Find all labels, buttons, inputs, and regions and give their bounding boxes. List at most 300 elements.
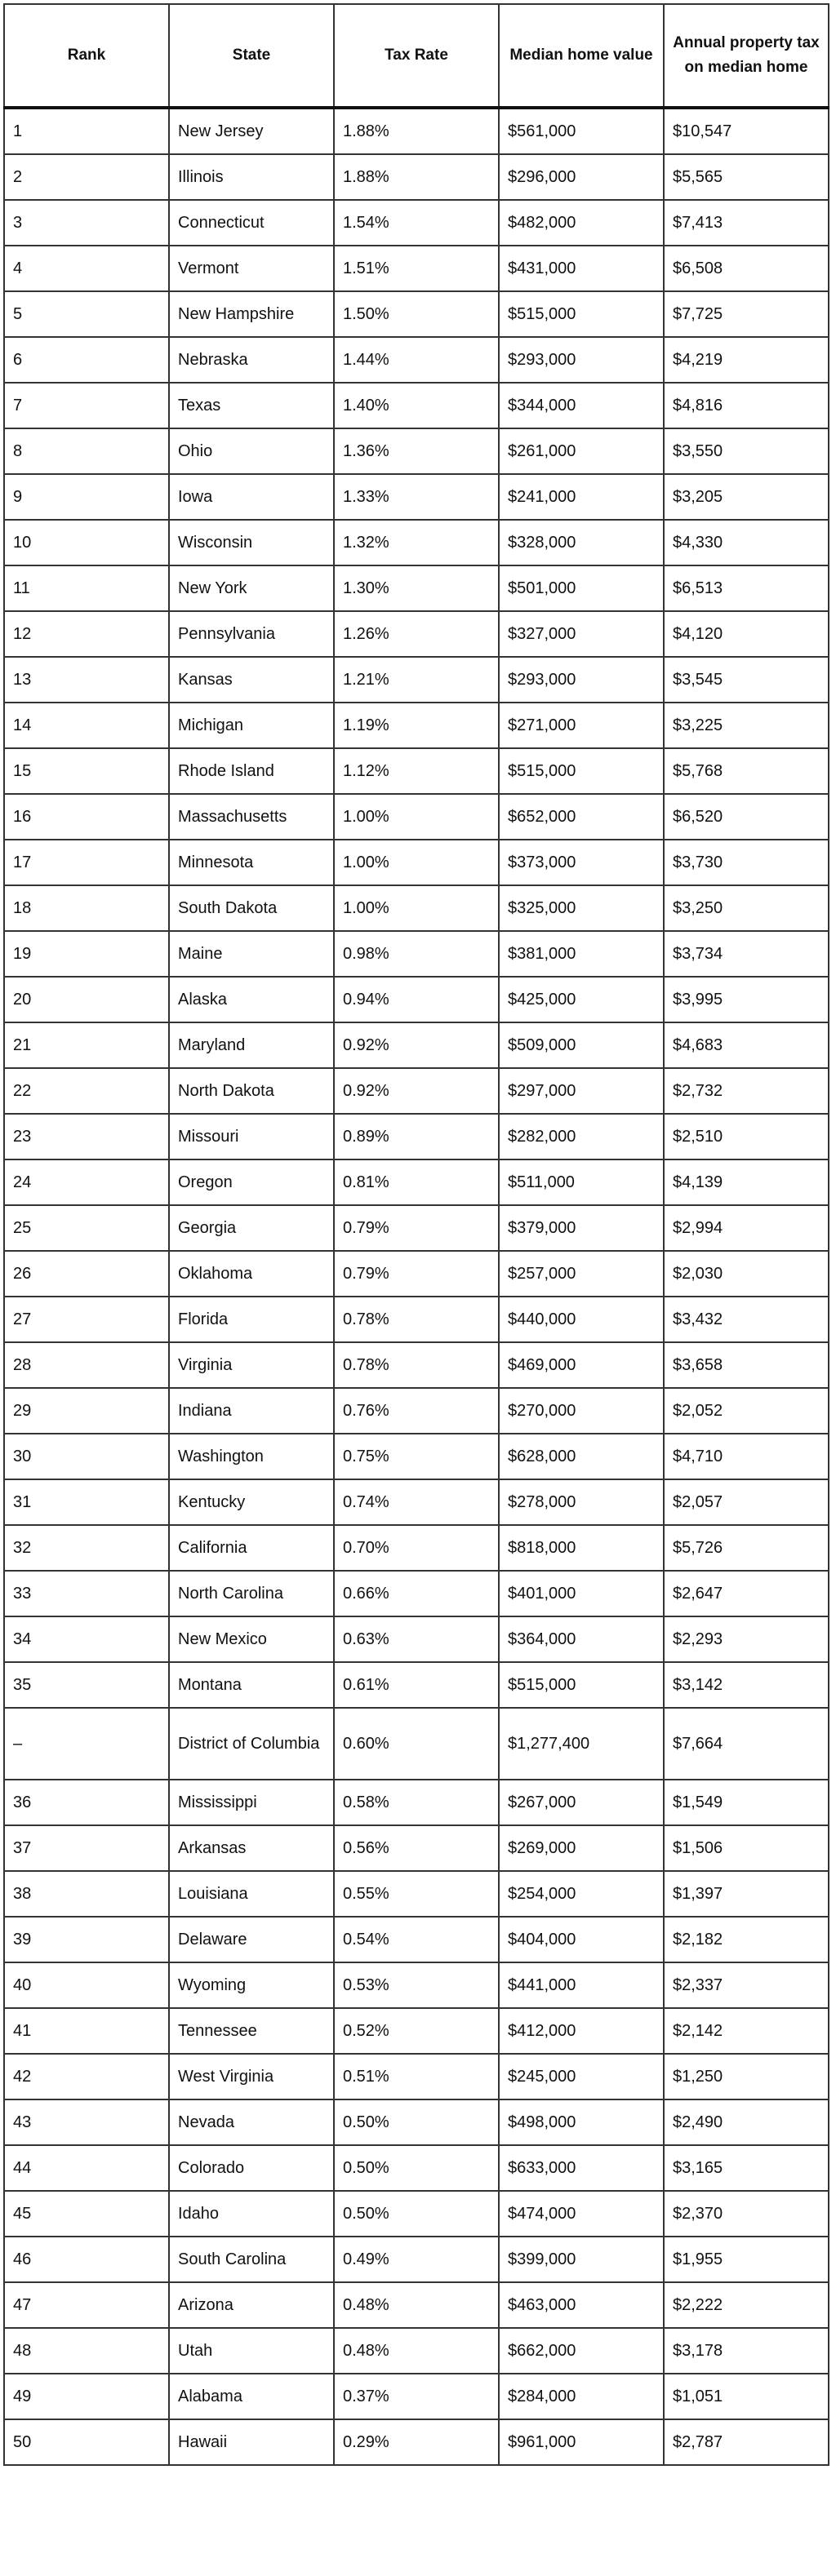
median-home-value-cell: $293,000 [499,657,664,703]
annual-tax-cell: $3,165 [664,2145,829,2191]
median-home-value-cell: $401,000 [499,1571,664,1616]
annual-tax-cell: $3,178 [664,2328,829,2374]
table-row [4,2008,829,2054]
state-cell: North Dakota [169,1068,334,1114]
rank-cell: 28 [4,1342,169,1388]
state-cell: Nevada [169,2099,334,2145]
tax-rate-cell: 0.56% [334,1825,499,1871]
annual-tax-cell: $1,549 [664,1780,829,1825]
annual-tax-cell: $1,250 [664,2054,829,2099]
tax-rate-cell: 1.40% [334,383,499,428]
state-cell: Louisiana [169,1871,334,1917]
annual-tax-cell: $2,222 [664,2282,829,2328]
table-row [4,931,829,977]
median-home-value-cell: $501,000 [499,565,664,611]
rank-cell: 12 [4,611,169,657]
table-row [4,1251,829,1297]
tax-rate-cell: 0.29% [334,2419,499,2465]
state-cell: Maine [169,931,334,977]
rank-cell: 50 [4,2419,169,2465]
rank-cell: 27 [4,1297,169,1342]
table-row [4,657,829,703]
property-tax-table-container [3,3,829,2466]
table-row [4,383,829,428]
tax-rate-cell: 0.50% [334,2191,499,2237]
median-home-value-cell: $296,000 [499,154,664,200]
annual-tax-cell: $5,565 [664,154,829,200]
table-row [4,520,829,565]
tax-rate-cell: 0.48% [334,2282,499,2328]
rank-cell: 25 [4,1205,169,1251]
median-home-value-cell: $278,000 [499,1479,664,1525]
table-row [4,337,829,383]
tax-rate-cell: 1.50% [334,291,499,337]
table-row [4,1825,829,1871]
state-cell: Wyoming [169,1962,334,2008]
table-row [4,565,829,611]
table-row [4,1616,829,1662]
table-row [4,1388,829,1434]
state-cell: New York [169,565,334,611]
median-home-value-cell: $463,000 [499,2282,664,2328]
rank-cell: 26 [4,1251,169,1297]
annual-tax-cell: $7,725 [664,291,829,337]
rank-cell: 36 [4,1780,169,1825]
state-cell: Hawaii [169,2419,334,2465]
annual-tax-cell: $5,768 [664,748,829,794]
rank-cell: 49 [4,2374,169,2419]
annual-tax-cell: $3,225 [664,703,829,748]
tax-rate-cell: 0.79% [334,1251,499,1297]
table-row [4,1297,829,1342]
tax-rate-cell: 1.12% [334,748,499,794]
rank-cell: 43 [4,2099,169,2145]
table-row [4,291,829,337]
table-row [4,1479,829,1525]
rank-cell: 35 [4,1662,169,1708]
tax-rate-cell: 0.63% [334,1616,499,1662]
median-home-value-cell: $561,000 [499,108,664,154]
header-row [4,4,829,108]
rank-cell: 29 [4,1388,169,1434]
rank-cell: 34 [4,1616,169,1662]
table-row [4,611,829,657]
rank-cell: 30 [4,1434,169,1479]
state-cell: Arizona [169,2282,334,2328]
median-home-value-cell: $284,000 [499,2374,664,2419]
tax-rate-cell: 0.53% [334,1962,499,2008]
column-header-annual-property-tax: Annual property tax on median home [664,4,829,108]
median-home-value-cell: $1,277,400 [499,1708,664,1780]
table-row [4,2054,829,2099]
rank-cell: 38 [4,1871,169,1917]
state-cell: South Dakota [169,885,334,931]
table-row [4,2282,829,2328]
column-header-median-home-value: Median home value [499,4,664,108]
state-cell: South Carolina [169,2237,334,2282]
tax-rate-cell: 0.78% [334,1297,499,1342]
median-home-value-cell: $257,000 [499,1251,664,1297]
annual-tax-cell: $2,052 [664,1388,829,1434]
annual-tax-cell: $3,432 [664,1297,829,1342]
tax-rate-cell: 0.60% [334,1708,499,1780]
rank-cell: 15 [4,748,169,794]
table-row [4,428,829,474]
median-home-value-cell: $404,000 [499,1917,664,1962]
table-header [4,4,829,108]
table-row [4,977,829,1022]
median-home-value-cell: $245,000 [499,2054,664,2099]
table-row [4,154,829,200]
table-row [4,794,829,840]
rank-cell: 23 [4,1114,169,1159]
tax-rate-cell: 0.89% [334,1114,499,1159]
state-cell: Maryland [169,1022,334,1068]
median-home-value-cell: $267,000 [499,1780,664,1825]
state-cell: Michigan [169,703,334,748]
table-row [4,108,829,154]
state-cell: New Hampshire [169,291,334,337]
table-row [4,1205,829,1251]
state-cell: Tennessee [169,2008,334,2054]
state-cell: Texas [169,383,334,428]
rank-cell: 5 [4,291,169,337]
table-row [4,1962,829,2008]
median-home-value-cell: $282,000 [499,1114,664,1159]
tax-rate-cell: 1.00% [334,840,499,885]
annual-tax-cell: $2,510 [664,1114,829,1159]
state-cell: Idaho [169,2191,334,2237]
annual-tax-cell: $2,732 [664,1068,829,1114]
rank-cell: 44 [4,2145,169,2191]
tax-rate-cell: 1.26% [334,611,499,657]
state-cell: Colorado [169,2145,334,2191]
rank-cell: 41 [4,2008,169,2054]
state-cell: Vermont [169,246,334,291]
rank-cell: 21 [4,1022,169,1068]
state-cell: Iowa [169,474,334,520]
state-cell: District of Columbia [169,1708,334,1780]
rank-cell: – [4,1708,169,1780]
table-row [4,1159,829,1205]
median-home-value-cell: $344,000 [499,383,664,428]
state-cell: Mississippi [169,1780,334,1825]
rank-cell: 14 [4,703,169,748]
annual-tax-cell: $1,397 [664,1871,829,1917]
table-row [4,1068,829,1114]
state-cell: Washington [169,1434,334,1479]
tax-rate-cell: 0.49% [334,2237,499,2282]
rank-cell: 42 [4,2054,169,2099]
rank-cell: 11 [4,565,169,611]
state-cell: Florida [169,1297,334,1342]
rank-cell: 7 [4,383,169,428]
table-row [4,2419,829,2465]
annual-tax-cell: $2,030 [664,1251,829,1297]
rank-cell: 20 [4,977,169,1022]
median-home-value-cell: $474,000 [499,2191,664,2237]
table-row [4,1708,829,1780]
median-home-value-cell: $327,000 [499,611,664,657]
median-home-value-cell: $515,000 [499,291,664,337]
rank-cell: 4 [4,246,169,291]
annual-tax-cell: $4,219 [664,337,829,383]
annual-tax-cell: $4,120 [664,611,829,657]
table-row [4,1342,829,1388]
median-home-value-cell: $441,000 [499,1962,664,2008]
median-home-value-cell: $270,000 [499,1388,664,1434]
median-home-value-cell: $399,000 [499,2237,664,2282]
annual-tax-cell: $3,205 [664,474,829,520]
median-home-value-cell: $328,000 [499,520,664,565]
median-home-value-cell: $364,000 [499,1616,664,1662]
tax-rate-cell: 1.33% [334,474,499,520]
rank-cell: 18 [4,885,169,931]
table-row [4,474,829,520]
state-cell: California [169,1525,334,1571]
table-row [4,1780,829,1825]
median-home-value-cell: $633,000 [499,2145,664,2191]
annual-tax-cell: $3,995 [664,977,829,1022]
state-cell: Montana [169,1662,334,1708]
tax-rate-cell: 0.54% [334,1917,499,1962]
median-home-value-cell: $498,000 [499,2099,664,2145]
table-row [4,2237,829,2282]
median-home-value-cell: $261,000 [499,428,664,474]
tax-rate-cell: 0.61% [334,1662,499,1708]
table-row [4,1571,829,1616]
rank-cell: 45 [4,2191,169,2237]
annual-tax-cell: $1,506 [664,1825,829,1871]
annual-tax-cell: $4,816 [664,383,829,428]
table-row [4,1434,829,1479]
median-home-value-cell: $511,000 [499,1159,664,1205]
median-home-value-cell: $293,000 [499,337,664,383]
tax-rate-cell: 0.52% [334,2008,499,2054]
state-cell: Delaware [169,1917,334,1962]
state-cell: Alabama [169,2374,334,2419]
state-cell: Oregon [169,1159,334,1205]
state-cell: Kentucky [169,1479,334,1525]
table-row [4,1662,829,1708]
annual-tax-cell: $2,370 [664,2191,829,2237]
rank-cell: 13 [4,657,169,703]
tax-rate-cell: 1.36% [334,428,499,474]
annual-tax-cell: $4,139 [664,1159,829,1205]
state-cell: Virginia [169,1342,334,1388]
annual-tax-cell: $1,955 [664,2237,829,2282]
tax-rate-cell: 1.54% [334,200,499,246]
state-cell: Alaska [169,977,334,1022]
table-row [4,200,829,246]
tax-rate-cell: 0.94% [334,977,499,1022]
table-row [4,246,829,291]
property-tax-table [3,3,829,2466]
annual-tax-cell: $1,051 [664,2374,829,2419]
tax-rate-cell: 0.50% [334,2145,499,2191]
annual-tax-cell: $2,647 [664,1571,829,1616]
annual-tax-cell: $2,057 [664,1479,829,1525]
tax-rate-cell: 0.79% [334,1205,499,1251]
tax-rate-cell: 0.78% [334,1342,499,1388]
tax-rate-cell: 0.66% [334,1571,499,1616]
state-cell: Massachusetts [169,794,334,840]
rank-cell: 22 [4,1068,169,1114]
state-cell: Arkansas [169,1825,334,1871]
column-header-rank: Rank [4,4,169,108]
tax-rate-cell: 0.98% [334,931,499,977]
annual-tax-cell: $3,734 [664,931,829,977]
tax-rate-cell: 1.32% [334,520,499,565]
annual-tax-cell: $4,330 [664,520,829,565]
state-cell: Pennsylvania [169,611,334,657]
table-row [4,1917,829,1962]
annual-tax-cell: $3,730 [664,840,829,885]
state-cell: Missouri [169,1114,334,1159]
state-cell: Oklahoma [169,1251,334,1297]
annual-tax-cell: $2,787 [664,2419,829,2465]
table-row [4,2374,829,2419]
table-row [4,2145,829,2191]
state-cell: Utah [169,2328,334,2374]
tax-rate-cell: 1.00% [334,885,499,931]
annual-tax-cell: $5,726 [664,1525,829,1571]
median-home-value-cell: $412,000 [499,2008,664,2054]
annual-tax-cell: $4,710 [664,1434,829,1479]
state-cell: Ohio [169,428,334,474]
column-header-state: State [169,4,334,108]
annual-tax-cell: $3,250 [664,885,829,931]
annual-tax-cell: $10,547 [664,108,829,154]
median-home-value-cell: $325,000 [499,885,664,931]
tax-rate-cell: 1.88% [334,154,499,200]
table-row [4,2328,829,2374]
annual-tax-cell: $2,490 [664,2099,829,2145]
median-home-value-cell: $381,000 [499,931,664,977]
state-cell: Illinois [169,154,334,200]
rank-cell: 8 [4,428,169,474]
annual-tax-cell: $7,413 [664,200,829,246]
column-header-tax-rate: Tax Rate [334,4,499,108]
median-home-value-cell: $379,000 [499,1205,664,1251]
rank-cell: 48 [4,2328,169,2374]
table-row [4,2191,829,2237]
median-home-value-cell: $269,000 [499,1825,664,1871]
rank-cell: 39 [4,1917,169,1962]
tax-rate-cell: 0.92% [334,1022,499,1068]
median-home-value-cell: $515,000 [499,748,664,794]
rank-cell: 6 [4,337,169,383]
median-home-value-cell: $509,000 [499,1022,664,1068]
rank-cell: 2 [4,154,169,200]
median-home-value-cell: $297,000 [499,1068,664,1114]
median-home-value-cell: $818,000 [499,1525,664,1571]
state-cell: Connecticut [169,200,334,246]
table-row [4,748,829,794]
annual-tax-cell: $2,994 [664,1205,829,1251]
table-row [4,703,829,748]
annual-tax-cell: $3,142 [664,1662,829,1708]
median-home-value-cell: $241,000 [499,474,664,520]
tax-rate-cell: 0.81% [334,1159,499,1205]
tax-rate-cell: 0.51% [334,2054,499,2099]
annual-tax-cell: $2,182 [664,1917,829,1962]
rank-cell: 19 [4,931,169,977]
tax-rate-cell: 0.50% [334,2099,499,2145]
tax-rate-cell: 0.74% [334,1479,499,1525]
annual-tax-cell: $2,142 [664,2008,829,2054]
rank-cell: 31 [4,1479,169,1525]
tax-rate-cell: 0.75% [334,1434,499,1479]
tax-rate-cell: 0.70% [334,1525,499,1571]
tax-rate-cell: 0.92% [334,1068,499,1114]
state-cell: Indiana [169,1388,334,1434]
state-cell: New Jersey [169,108,334,154]
median-home-value-cell: $440,000 [499,1297,664,1342]
annual-tax-cell: $3,545 [664,657,829,703]
tax-rate-cell: 0.76% [334,1388,499,1434]
annual-tax-cell: $6,508 [664,246,829,291]
median-home-value-cell: $961,000 [499,2419,664,2465]
state-cell: Nebraska [169,337,334,383]
table-row [4,1114,829,1159]
rank-cell: 24 [4,1159,169,1205]
tax-rate-cell: 1.51% [334,246,499,291]
rank-cell: 46 [4,2237,169,2282]
median-home-value-cell: $469,000 [499,1342,664,1388]
table-row [4,885,829,931]
annual-tax-cell: $4,683 [664,1022,829,1068]
rank-cell: 3 [4,200,169,246]
rank-cell: 40 [4,1962,169,2008]
median-home-value-cell: $482,000 [499,200,664,246]
rank-cell: 17 [4,840,169,885]
state-cell: West Virginia [169,2054,334,2099]
median-home-value-cell: $373,000 [499,840,664,885]
table-row [4,1022,829,1068]
annual-tax-cell: $2,337 [664,1962,829,2008]
state-cell: Minnesota [169,840,334,885]
tax-rate-cell: 0.48% [334,2328,499,2374]
annual-tax-cell: $3,550 [664,428,829,474]
annual-tax-cell: $3,658 [664,1342,829,1388]
tax-rate-cell: 0.55% [334,1871,499,1917]
median-home-value-cell: $515,000 [499,1662,664,1708]
tax-rate-cell: 0.58% [334,1780,499,1825]
tax-rate-cell: 1.88% [334,108,499,154]
median-home-value-cell: $425,000 [499,977,664,1022]
tax-rate-cell: 1.21% [334,657,499,703]
tax-rate-cell: 1.30% [334,565,499,611]
median-home-value-cell: $254,000 [499,1871,664,1917]
table-row [4,840,829,885]
state-cell: Kansas [169,657,334,703]
median-home-value-cell: $662,000 [499,2328,664,2374]
rank-cell: 1 [4,108,169,154]
tax-rate-cell: 1.19% [334,703,499,748]
annual-tax-cell: $2,293 [664,1616,829,1662]
median-home-value-cell: $652,000 [499,794,664,840]
annual-tax-cell: $7,664 [664,1708,829,1780]
state-cell: North Carolina [169,1571,334,1616]
annual-tax-cell: $6,520 [664,794,829,840]
rank-cell: 10 [4,520,169,565]
median-home-value-cell: $271,000 [499,703,664,748]
median-home-value-cell: $628,000 [499,1434,664,1479]
median-home-value-cell: $431,000 [499,246,664,291]
state-cell: New Mexico [169,1616,334,1662]
state-cell: Rhode Island [169,748,334,794]
